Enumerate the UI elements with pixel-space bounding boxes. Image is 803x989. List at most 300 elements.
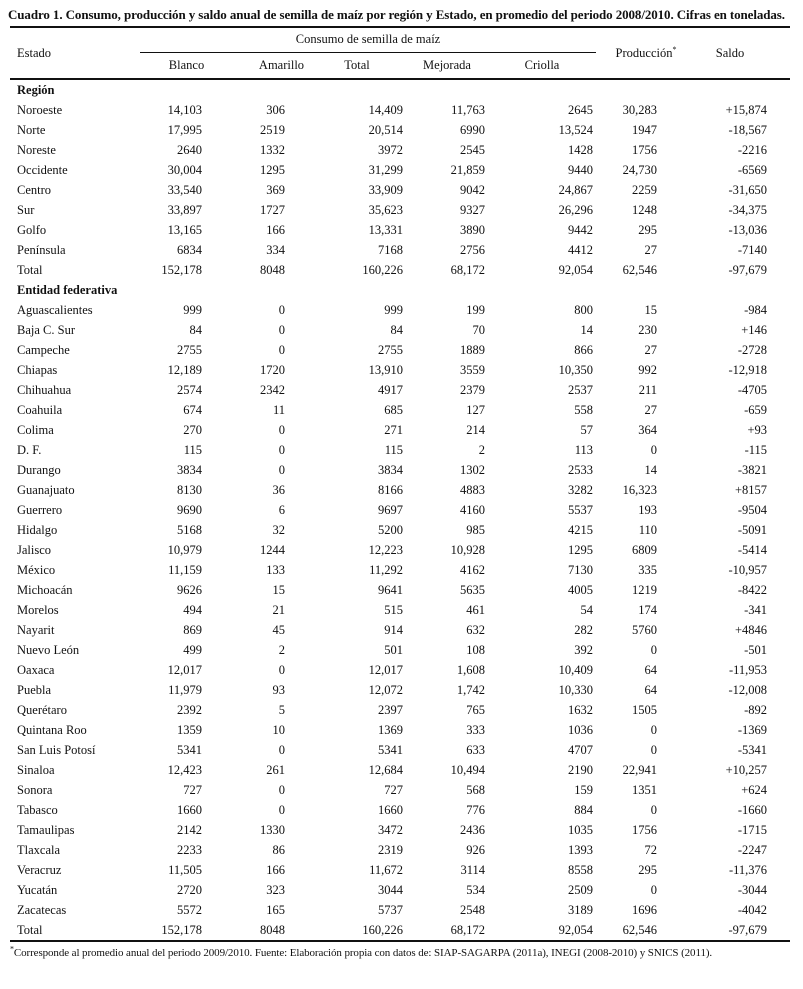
value-cell: 230 [638,323,658,337]
value-cell: 1696 [632,903,658,917]
value-cell: 12,423 [167,763,202,777]
value-cell: 0 [650,643,658,657]
value-cell: +15,874 [725,103,768,117]
value-cell: 15 [644,303,658,317]
value-cell: 64 [644,683,658,697]
value-cell: 0 [278,663,285,677]
value-cell: 1,742 [456,683,485,697]
estado-cell: Noreste [17,143,56,157]
value-cell: 2392 [177,703,202,717]
value-cell: 999 [384,303,403,317]
value-cell: 674 [183,403,202,417]
value-cell: 9641 [378,583,403,597]
value-cell: 2319 [378,843,403,857]
value-cell: 2233 [177,843,202,857]
value-cell: -5414 [737,543,768,557]
value-cell: -9504 [737,503,768,517]
table-header [10,27,790,79]
value-cell: 57 [580,423,594,437]
value-cell: 9690 [177,503,202,517]
value-cell: -4705 [737,383,768,397]
column-header-criolla: Criolla [488,52,596,79]
value-cell: -8422 [737,583,768,597]
value-cell: 5572 [177,903,202,917]
value-cell: 869 [183,623,202,637]
estado-cell: Chihuahua [17,383,72,397]
value-cell: 1248 [632,203,658,217]
value-cell: 92,054 [558,923,594,937]
value-cell: 10,409 [558,663,594,677]
value-cell: 2533 [568,463,594,477]
estado-cell: Sinaloa [17,763,55,777]
value-cell: 0 [650,883,658,897]
value-cell: -659 [744,403,768,417]
table-row [10,220,790,240]
value-cell: 84 [390,323,403,337]
value-cell: 2645 [568,103,594,117]
value-cell: 11,159 [168,563,202,577]
table-row [10,260,790,280]
value-cell: 45 [272,623,285,637]
value-cell: 166 [266,863,285,877]
value-cell: 4917 [378,383,403,397]
value-cell: 3972 [378,143,403,157]
value-cell: -97,679 [728,923,768,937]
estado-cell: México [17,563,56,577]
table-row [10,160,790,180]
value-cell: 5760 [632,623,658,637]
value-cell: 1756 [632,823,658,837]
table-row [10,120,790,140]
value-cell: 2640 [177,143,202,157]
value-cell: 22,941 [622,763,658,777]
value-cell: 1295 [260,163,285,177]
value-cell: 1219 [632,583,658,597]
value-cell: 4412 [568,243,594,257]
value-cell: 2548 [460,903,485,917]
value-cell: -4042 [737,903,768,917]
value-cell: 0 [650,743,658,757]
value-cell: 4707 [568,743,594,757]
column-group-consumo [140,27,596,52]
value-cell: 0 [278,743,285,757]
table-row [10,680,790,700]
value-cell: 12,017 [368,663,403,677]
estado-cell: Durango [17,463,61,477]
value-cell: 152,178 [161,263,202,277]
value-cell: 5200 [378,523,403,537]
value-cell: 765 [466,703,485,717]
value-cell: 3472 [378,823,403,837]
value-cell: 515 [384,603,403,617]
value-cell: 14,409 [368,103,403,117]
value-cell: 1727 [260,203,285,217]
value-cell: 306 [266,103,285,117]
column-header-mejorada: Mejorada [406,52,488,79]
value-cell: 2519 [260,123,285,137]
estado-cell: Colima [17,423,54,437]
value-cell: 33,909 [368,183,403,197]
value-cell: 211 [638,383,658,397]
value-cell: 10,350 [558,363,594,377]
value-cell: 27 [644,243,658,257]
value-cell: 3834 [177,463,202,477]
value-cell: 2 [478,443,485,457]
value-cell: 11,505 [168,863,202,877]
value-cell: 1632 [568,703,594,717]
value-cell: 4005 [568,583,594,597]
value-cell: 5635 [460,583,485,597]
estado-cell: Nuevo León [17,643,80,657]
value-cell: -31,650 [728,183,768,197]
value-cell: -12,008 [728,683,768,697]
value-cell: 1428 [568,143,594,157]
value-cell: 36 [272,483,285,497]
value-cell: 93 [272,683,285,697]
value-cell: 2755 [378,343,403,357]
value-cell: 2509 [568,883,594,897]
value-cell: 1720 [260,363,285,377]
value-cell: -341 [744,603,768,617]
value-cell: 115 [384,443,403,457]
value-cell: 2379 [460,383,485,397]
value-cell: 30,283 [622,103,658,117]
estado-cell: Baja C. Sur [17,323,75,337]
value-cell: 166 [266,223,285,237]
value-cell: 1505 [632,703,658,717]
value-cell: -2728 [737,343,768,357]
estado-cell: Guanajuato [17,483,75,497]
value-cell: 1756 [632,143,658,157]
estado-cell: Yucatán [17,883,58,897]
value-cell: 174 [638,603,658,617]
value-cell: 4883 [460,483,485,497]
table-row [10,660,790,680]
value-cell: 1947 [632,123,658,137]
value-cell: 461 [466,603,485,617]
value-cell: 501 [384,643,403,657]
table-row [10,600,790,620]
value-cell: 9042 [460,183,485,197]
table-row [10,520,790,540]
value-cell: 14 [580,323,594,337]
table-row [10,300,790,320]
value-cell: 499 [183,643,202,657]
value-cell: 727 [183,783,202,797]
value-cell: 84 [189,323,202,337]
estado-cell: D. F. [17,443,42,457]
value-cell: 5537 [568,503,594,517]
value-cell: 0 [278,803,285,817]
value-cell: 568 [466,783,485,797]
value-cell: 1295 [568,543,594,557]
value-cell: 32 [272,523,285,537]
column-header-saldo [696,27,790,79]
table-row [10,580,790,600]
estado-cell: Veracruz [17,863,62,877]
value-cell: 11 [272,403,285,417]
value-cell: 5168 [177,523,202,537]
column-header-estado: Estado [10,27,140,79]
value-cell: 17,995 [167,123,202,137]
value-cell: -18,567 [728,123,768,137]
value-cell: -5341 [737,743,768,757]
table-row [10,800,790,820]
estado-cell: Sonora [17,783,53,797]
value-cell: 261 [266,763,285,777]
value-cell: 2190 [568,763,594,777]
table-row [10,420,790,440]
table-row [10,540,790,560]
value-cell: 9440 [568,163,594,177]
value-cell: 282 [574,623,594,637]
value-cell: 20,514 [368,123,403,137]
value-cell: 0 [278,323,285,337]
value-cell: 10,979 [167,543,202,557]
column-header-amarillo: Amarillo [205,52,288,79]
value-cell: 776 [466,803,485,817]
value-cell: 0 [278,303,285,317]
value-cell: 270 [183,423,202,437]
value-cell: 8048 [260,263,285,277]
value-cell: 2755 [177,343,202,357]
value-cell: 6990 [460,123,485,137]
column-header-blanco: Blanco [140,52,205,79]
value-cell: 7130 [568,563,594,577]
value-cell: -1715 [737,823,768,837]
table-row [10,320,790,340]
value-cell: 866 [574,343,594,357]
value-cell: 33,897 [167,203,202,217]
table-row [10,560,790,580]
value-cell: -1369 [737,723,768,737]
value-cell: 11,979 [168,683,202,697]
value-cell: -892 [744,703,768,717]
value-cell: 6809 [632,543,658,557]
value-cell: 3282 [568,483,594,497]
value-cell: 0 [650,803,658,817]
table-body [10,79,790,941]
value-cell: 10,330 [558,683,594,697]
value-cell: 534 [466,883,485,897]
column-header-total: Total [288,52,406,79]
value-cell: 323 [266,883,285,897]
value-cell: 1330 [260,823,285,837]
value-cell: -12,918 [728,363,768,377]
value-cell: 2537 [568,383,594,397]
section-header: Región [17,83,55,97]
footnote-text: Corresponde al promedio anual del periodo 2009/2010. Fuente: Elaboración propia con datos de: SIAP-SAGARPA (2011a), INEGI (2008-2010) y SNICS (2011). [13,947,713,959]
value-cell: -34,375 [728,203,768,217]
estado-cell: Nayarit [17,623,55,637]
table-row [10,720,790,740]
estado-cell: San Luis Potosí [17,743,96,757]
value-cell: 12,189 [167,363,202,377]
value-cell: 31,299 [368,163,403,177]
section-header: Entidad federativa [17,283,118,297]
value-cell: -11,376 [728,863,768,877]
value-cell: 1244 [260,543,285,557]
table-row [10,100,790,120]
estado-cell: Guerrero [17,503,63,517]
value-cell: -3044 [737,883,768,897]
value-cell: 999 [183,303,202,317]
estado-cell: Campeche [17,343,70,357]
value-cell: 6 [278,503,285,517]
value-cell: -2247 [737,843,768,857]
value-cell: 5341 [378,743,403,757]
value-cell: 727 [384,783,403,797]
column-header-produccion [596,27,696,79]
estado-cell: Tabasco [17,803,58,817]
value-cell: -115 [744,443,768,457]
value-cell: 5737 [378,903,403,917]
produccion-footnote-mark: * [672,44,677,54]
value-cell: 9626 [177,583,202,597]
value-cell: 68,172 [450,263,485,277]
table-row [10,140,790,160]
produccion-label: Producción [615,45,673,60]
value-cell: 685 [384,403,403,417]
table-row [10,460,790,480]
value-cell: 2142 [177,823,202,837]
value-cell: 295 [638,223,658,237]
value-cell: 72 [644,843,658,857]
value-cell: +10,257 [725,763,768,777]
table-row [10,840,790,860]
value-cell: 558 [574,403,594,417]
value-cell: 0 [278,783,285,797]
value-cell: 12,072 [368,683,403,697]
value-cell: 27 [644,343,658,357]
value-cell: 1,608 [456,663,485,677]
value-cell: -6569 [737,163,768,177]
value-cell: 632 [466,623,485,637]
table-row [10,380,790,400]
table-row [10,820,790,840]
footnote [10,946,795,961]
value-cell: 2397 [378,703,403,717]
value-cell: -501 [744,643,768,657]
value-cell: 926 [466,843,485,857]
value-cell: 14 [644,463,658,477]
value-cell: 11,763 [451,103,485,117]
value-cell: 10,494 [450,763,485,777]
table-row [10,480,790,500]
table-row [10,740,790,760]
value-cell: 2720 [177,883,202,897]
value-cell: 3189 [568,903,594,917]
value-cell: 12,017 [167,663,202,677]
value-cell: 70 [472,323,485,337]
value-cell: 68,172 [450,923,485,937]
value-cell: 15 [272,583,285,597]
value-cell: 54 [580,603,594,617]
value-cell: 13,331 [368,223,403,237]
value-cell: -7140 [737,243,768,257]
estado-cell: Chiapas [17,363,58,377]
value-cell: 193 [638,503,658,517]
value-cell: 295 [638,863,658,877]
estado-cell: Michoacán [17,583,73,597]
value-cell: 333 [466,723,485,737]
value-cell: 271 [384,423,403,437]
value-cell: 16,323 [622,483,658,497]
estado-cell: Centro [17,183,52,197]
estado-cell: Jalisco [17,543,52,557]
table-row [10,880,790,900]
value-cell: 10,928 [450,543,485,557]
estado-cell: Norte [17,123,46,137]
value-cell: 26,296 [558,203,594,217]
value-cell: -13,036 [728,223,768,237]
value-cell: 3044 [378,883,403,897]
value-cell: 214 [466,423,485,437]
value-cell: 152,178 [161,923,202,937]
value-cell: 985 [466,523,485,537]
value-cell: 24,730 [622,163,658,177]
estado-cell: Morelos [17,603,59,617]
table-row [10,440,790,460]
value-cell: 334 [266,243,285,257]
value-cell: 115 [183,443,202,457]
value-cell: 62,546 [622,263,658,277]
value-cell: 1332 [260,143,285,157]
value-cell: 159 [574,783,594,797]
estado-cell: Hidalgo [17,523,58,537]
value-cell: 9697 [378,503,403,517]
value-cell: 92,054 [558,263,594,277]
value-cell: 160,226 [362,263,403,277]
table-row [10,860,790,880]
value-cell: 0 [650,443,658,457]
value-cell: 1036 [568,723,594,737]
saldo-label: Saldo [715,45,745,60]
value-cell: 0 [650,723,658,737]
value-cell: 12,223 [368,543,403,557]
value-cell: 1393 [568,843,594,857]
estado-cell: Tlaxcala [17,843,61,857]
value-cell: -11,953 [728,663,768,677]
cuadro-1-table [10,26,790,942]
table-row [10,200,790,220]
value-cell: 1035 [568,823,594,837]
value-cell: 13,910 [368,363,403,377]
value-cell: +624 [741,783,768,797]
estado-cell: Coahuila [17,403,63,417]
consumo-group-label: Consumo de semilla de maíz [295,32,441,47]
value-cell: 369 [266,183,285,197]
value-cell: 13,524 [558,123,594,137]
estado-cell: Golfo [17,223,47,237]
value-cell: 165 [266,903,285,917]
value-cell: +4846 [734,623,768,637]
table-row [10,780,790,800]
table-row [10,400,790,420]
value-cell: 884 [574,803,594,817]
value-cell: 800 [574,303,594,317]
value-cell: 8048 [260,923,285,937]
estado-cell: Puebla [17,683,52,697]
value-cell: 24,867 [558,183,594,197]
value-cell: -5091 [737,523,768,537]
value-cell: 27 [644,403,658,417]
value-cell: 364 [638,423,658,437]
value-cell: -10,957 [728,563,768,577]
value-cell: 11,292 [369,563,403,577]
value-cell: 7168 [378,243,403,257]
value-cell: 1302 [460,463,485,477]
